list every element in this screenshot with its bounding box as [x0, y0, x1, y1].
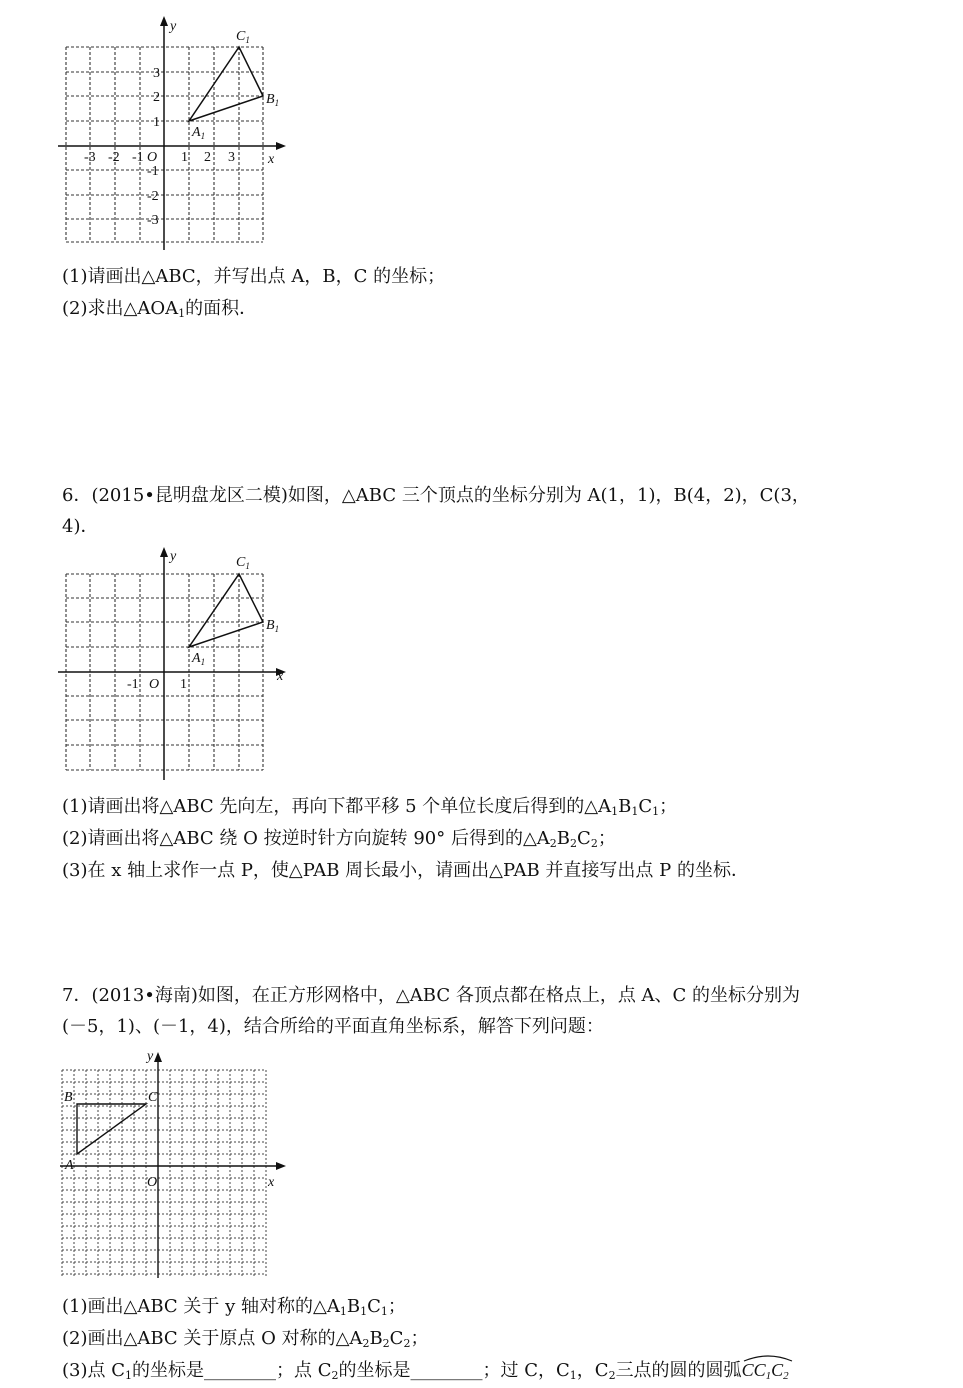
y-tick-label: 3: [153, 66, 160, 81]
vertex-c1-label: $C_1$: [236, 555, 250, 571]
triangle-a1b1c1: [189, 574, 263, 647]
origin-label: O: [147, 1175, 158, 1190]
x-axis-label: x: [268, 152, 275, 167]
vertex-a1-label: $A_1$: [192, 125, 206, 141]
x-tick-label: 1: [180, 677, 187, 692]
triangle-abc: [77, 1104, 146, 1154]
vertex-b1-label: $B_1$: [266, 618, 280, 634]
x-tick-label: -2: [108, 150, 120, 165]
vertex-c1-label: $C_1$: [236, 29, 250, 45]
question-6-part-2: (2)请画出将△ABC 绕 O 按逆时针方向旋转 90° 后得到的$\triangle A_2B_2C_2$；: [62, 828, 616, 850]
arc-mark: [742, 1354, 794, 1362]
vertex-c-label: C: [148, 1090, 158, 1105]
y-tick-label: -3: [147, 213, 159, 228]
vertex-a-label: A: [65, 1158, 74, 1173]
question-7-intro-line-1: 7．(2013•海南)如图，在正方形网格中，△ABC 各顶点都在格点上，点 A、C 的坐标分别为: [62, 985, 801, 1006]
x-tick-label: -3: [84, 150, 96, 165]
triangle-a1b1c1: [189, 47, 263, 121]
question-6-part-1: (1)请画出将△ABC 先向左，再向下都平移 5 个单位长度后得到的$\triangle A_1B_1C_1$；: [62, 796, 678, 818]
y-axis-label: y: [147, 1049, 154, 1064]
vertex-a1-label: $A_1$: [192, 651, 206, 667]
question-7-part-1: (1)画出△ABC 关于 y 轴对称的$\triangle A_1B_1C_1$；: [62, 1296, 406, 1318]
arc-cc1c2-label: $CC_1C_2$: [742, 1359, 789, 1387]
y-tick-label: 1: [153, 115, 160, 130]
x-axis-label: x: [277, 669, 284, 684]
question-5-part-2: (2)求出$\triangle AOA_1$的面积．: [62, 298, 258, 320]
y-axis-label: y: [170, 549, 177, 564]
question-7-part-3: (3)点 $C_1$的坐标是________；点 $C_2$的坐标是________；过 C，$C_1$，$C_2$三点的圆的圆弧 $CC_1C_2$: [62, 1359, 789, 1387]
question-6-intro-line-2: 4)．: [62, 516, 99, 537]
y-axis-label: y: [170, 19, 177, 34]
y-tick-label: 2: [153, 90, 160, 105]
y-tick-label: -2: [147, 189, 159, 204]
question-7-part-2: (2)画出△ABC 关于原点 O 对称的$\triangle A_2B_2C_2$；: [62, 1328, 429, 1350]
origin-label: O: [149, 677, 160, 692]
x-tick-label: -1: [132, 150, 144, 165]
origin-label: O: [147, 150, 158, 165]
y-tick-label: -1: [147, 164, 159, 179]
question-5-part-1: (1)请画出△ABC，并写出点 A，B，C 的坐标；: [62, 266, 446, 287]
vertex-b-label: B: [64, 1090, 73, 1105]
figure-3-coordinate-grid: [55, 1040, 295, 1280]
vertex-b1-label: $B_1$: [266, 92, 280, 108]
x-tick-label: 1: [181, 150, 188, 165]
x-tick-label: 2: [204, 150, 211, 165]
x-tick-label: -1: [127, 677, 139, 692]
question-6-intro-line-1: 6．(2015•昆明盘龙区二模)如图，△ABC 三个顶点的坐标分别为 A(1，1)，B(4，2)，C(3，: [62, 485, 810, 506]
x-tick-label: 3: [228, 150, 235, 165]
question-6-part-3: (3)在 x 轴上求作一点 P，使△PAB 周长最小，请画出△PAB 并直接写出点 P 的坐标．: [62, 860, 749, 881]
figure-2-coordinate-grid: [55, 540, 300, 785]
figure-1-coordinate-grid: [55, 10, 300, 255]
question-7-intro-line-2: (－5，1)、(－1，4)，结合所给的平面直角坐标系，解答下列问题：: [62, 1016, 604, 1037]
x-axis-label: x: [268, 1175, 275, 1190]
